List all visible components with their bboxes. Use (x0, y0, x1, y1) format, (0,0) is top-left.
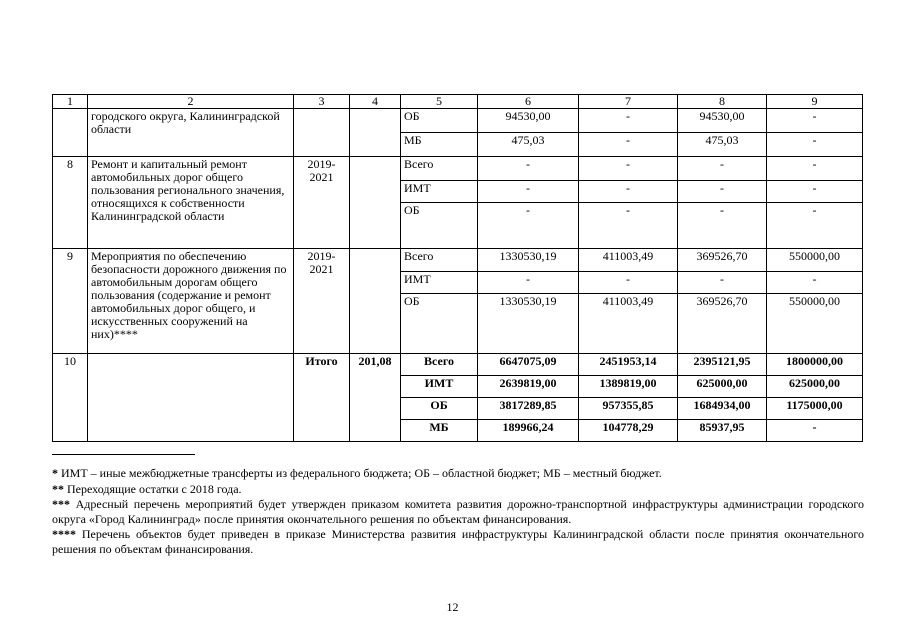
header-cell: 5 (401, 95, 478, 109)
object-name-cell: Мероприятия по обеспечению безопасности дорожного движения по автомобильным дорогам общего пользования (содержание и ремонт автомобильных дорог общего, и искусственных сооружений на них)**** (88, 249, 294, 354)
value-cell: 1330530,19 (478, 294, 579, 354)
value-cell: 104778,29 (579, 420, 678, 442)
value-cell: - (678, 181, 767, 203)
footnote-1 (52, 466, 864, 481)
length-cell (350, 157, 401, 249)
value-cell: 1684934,00 (678, 398, 767, 420)
value-cell: 411003,49 (579, 249, 678, 272)
footnote-text: Адресный перечень мероприятий будет утвержден приказом комитета развития дорожно-транспортной инфраструктуры администрации городского округа «Город Калининград» после принятия окончательного решения по объектам финансирования. (52, 497, 865, 526)
value-cell: 957355,85 (579, 398, 678, 420)
header-cell: 7 (579, 95, 678, 109)
footnote-text: ИМТ – иные межбюджетные трансферты из федерального бюджета; ОБ – областной бюджет; МБ – местный бюджет. (61, 466, 662, 480)
object-name-cell: Ремонт и капитальный ремонт автомобильных дорог общего пользования регионального значения, относящихся к собственности Калининградской области (88, 157, 294, 249)
value-cell: - (767, 203, 863, 249)
length-cell: 201,08 (350, 354, 401, 442)
row-number-cell (53, 109, 88, 157)
value-cell: 475,03 (478, 133, 579, 157)
value-cell: 625000,00 (678, 376, 767, 398)
value-cell: 94530,00 (478, 109, 579, 133)
value-cell: 411003,49 (579, 294, 678, 354)
source-cell: ИМТ (401, 181, 478, 203)
footnote-marker: ** (52, 482, 64, 496)
footnote-4 (52, 527, 864, 557)
value-cell: - (478, 157, 579, 181)
value-cell: 6647075,09 (478, 354, 579, 376)
value-cell: - (678, 272, 767, 294)
table-row (53, 354, 863, 376)
header-cell: 1 (53, 95, 88, 109)
length-cell (350, 109, 401, 157)
value-cell: 1800000,00 (767, 354, 863, 376)
header-cell: 4 (350, 95, 401, 109)
header-row (53, 95, 863, 109)
value-cell: - (678, 157, 767, 181)
value-cell: 85937,95 (678, 420, 767, 442)
value-cell: - (478, 181, 579, 203)
value-cell: - (478, 272, 579, 294)
value-cell: - (579, 109, 678, 133)
row-number-cell: 10 (53, 354, 88, 442)
value-cell: - (579, 272, 678, 294)
header-cell: 2 (88, 95, 294, 109)
value-cell: - (579, 203, 678, 249)
value-cell: - (767, 157, 863, 181)
footnote-text: Переходящие остатки с 2018 года. (67, 482, 242, 496)
source-cell: МБ (401, 420, 478, 442)
source-cell: ИМТ (401, 376, 478, 398)
table-row (53, 157, 863, 181)
value-cell: - (767, 133, 863, 157)
value-cell: 3817289,85 (478, 398, 579, 420)
value-cell: 369526,70 (678, 294, 767, 354)
value-cell: - (767, 272, 863, 294)
value-cell: 189966,24 (478, 420, 579, 442)
value-cell: 2451953,14 (579, 354, 678, 376)
footnote-marker: * (52, 466, 58, 480)
source-cell: ОБ (401, 294, 478, 354)
value-cell: - (579, 181, 678, 203)
header-cell: 3 (294, 95, 350, 109)
period-cell: 2019-2021 (294, 249, 350, 354)
value-cell: 625000,00 (767, 376, 863, 398)
value-cell: - (767, 109, 863, 133)
period-cell: 2019-2021 (294, 157, 350, 249)
row-number-cell: 9 (53, 249, 88, 354)
value-cell: - (678, 203, 767, 249)
source-cell: Всего (401, 157, 478, 181)
header-cell: 8 (678, 95, 767, 109)
value-cell: 1330530,19 (478, 249, 579, 272)
length-cell (350, 249, 401, 354)
object-name-cell: городского округа, Калининградской области (88, 109, 294, 157)
page-number: 12 (446, 600, 459, 614)
header-cell: 9 (767, 95, 863, 109)
object-name-cell (88, 354, 294, 442)
table-row (53, 249, 863, 272)
total-label-cell: Итого (294, 354, 350, 442)
source-cell: Всего (401, 249, 478, 272)
footnote-2 (52, 482, 864, 497)
value-cell: 550000,00 (767, 249, 863, 272)
value-cell: - (579, 133, 678, 157)
header-cell: 6 (478, 95, 579, 109)
value-cell: 1175000,00 (767, 398, 863, 420)
footnote-3 (52, 497, 864, 527)
source-cell: ОБ (401, 109, 478, 133)
value-cell: - (478, 203, 579, 249)
period-cell (294, 109, 350, 157)
value-cell: 1389819,00 (579, 376, 678, 398)
value-cell: - (767, 181, 863, 203)
value-cell: 2395121,95 (678, 354, 767, 376)
value-cell: - (579, 157, 678, 181)
table-row (53, 109, 863, 133)
footnote-text: Перечень объектов будет приведен в приказе Министерства развития инфраструктуры Калининградской области после принятия окончательного решения по объектам финансирования. (52, 527, 864, 556)
source-cell: Всего (401, 354, 478, 376)
value-cell: 550000,00 (767, 294, 863, 354)
source-cell: ОБ (401, 203, 478, 249)
value-cell: 369526,70 (678, 249, 767, 272)
value-cell: 475,03 (678, 133, 767, 157)
footnote-marker: **** (52, 527, 76, 541)
row-number-cell: 8 (53, 157, 88, 249)
financing-table (52, 94, 863, 442)
source-cell: ОБ (401, 398, 478, 420)
value-cell: 94530,00 (678, 109, 767, 133)
footnote-marker: *** (52, 497, 70, 511)
source-cell: МБ (401, 133, 478, 157)
value-cell: 2639819,00 (478, 376, 579, 398)
value-cell: - (767, 420, 863, 442)
source-cell: ИМТ (401, 272, 478, 294)
footnote-separator (52, 454, 195, 455)
